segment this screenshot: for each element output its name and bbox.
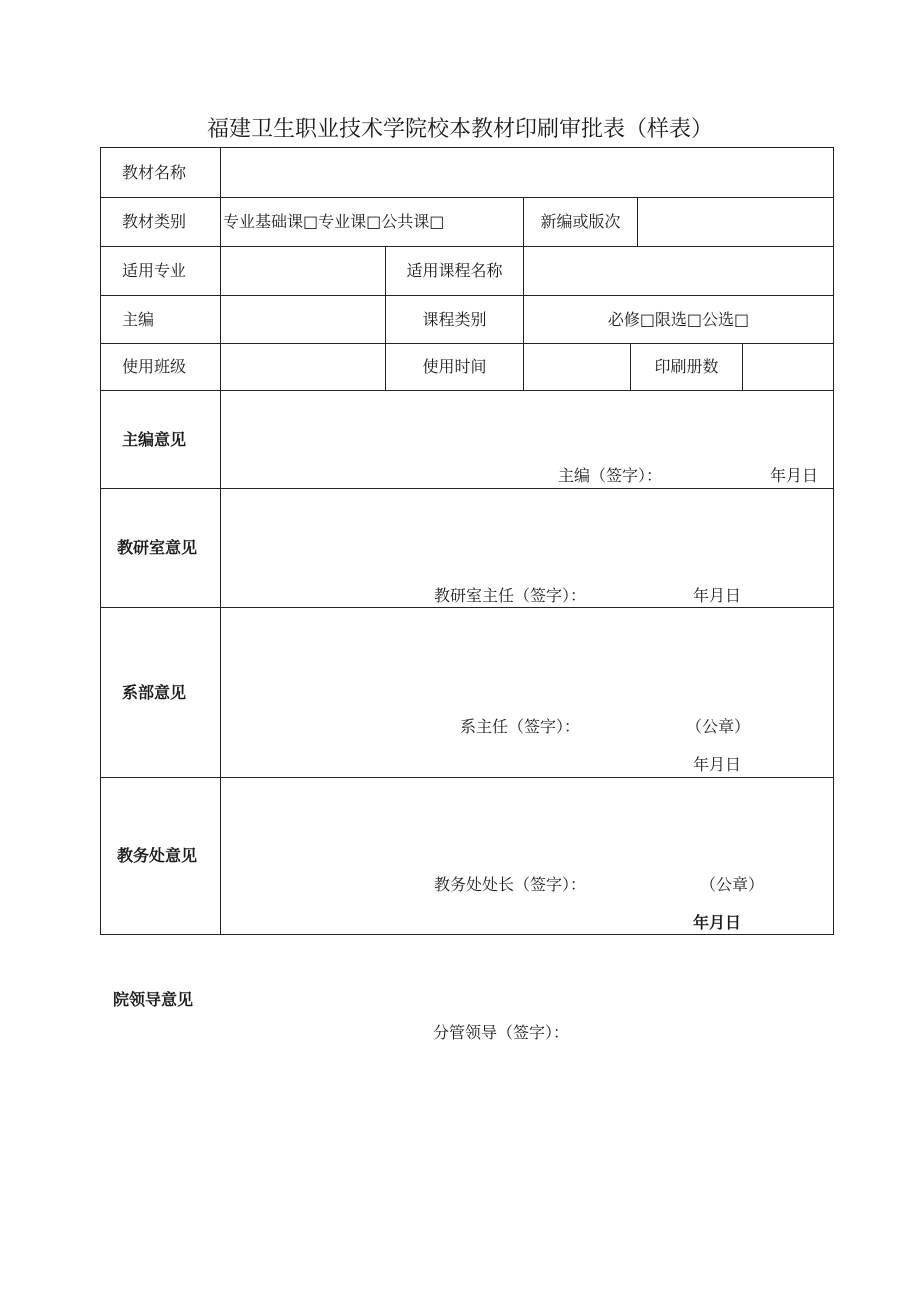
editor-signature: 主编（签字）： xyxy=(558,466,663,485)
major-field xyxy=(220,246,386,296)
course-type-options: 必修□限选□公选□ xyxy=(523,295,834,344)
department-opinion-label: 系部意见 xyxy=(100,607,221,778)
teaching-office-opinion-area xyxy=(220,488,834,608)
major-label: 适用专业 xyxy=(100,246,221,296)
leadership-signature: 分管领导（签字）： xyxy=(433,1023,570,1042)
textbook-name-field xyxy=(220,147,834,198)
department-opinion-area xyxy=(220,607,834,778)
academic-affairs-seal: （公章） xyxy=(700,875,765,894)
time-label: 使用时间 xyxy=(385,343,524,391)
leadership-opinion-label: 院领导意见 xyxy=(113,990,194,1009)
editor-field xyxy=(220,295,386,344)
copies-label: 印刷册数 xyxy=(630,343,743,391)
class-field xyxy=(220,343,386,391)
copies-field xyxy=(742,343,834,391)
department-seal: （公章） xyxy=(686,717,751,736)
editor-label: 主编 xyxy=(100,295,221,344)
academic-affairs-signature: 教务处处长（签字）： xyxy=(434,875,587,894)
department-date: 年月日 xyxy=(693,755,742,774)
academic-affairs-opinion-label: 教务处意见 xyxy=(100,777,221,935)
form-title: 福建卫生职业技术学院校本教材印刷审批表（样表） xyxy=(206,117,713,142)
department-signature: 系主任（签字）： xyxy=(460,717,581,736)
editor-opinion-label: 主编意见 xyxy=(100,390,221,489)
editor-opinion-area xyxy=(220,390,834,489)
teaching-office-opinion-label: 教研室意见 xyxy=(100,488,221,608)
academic-affairs-date: 年月日 xyxy=(693,913,742,932)
course-name-field xyxy=(523,246,834,296)
teaching-office-date: 年月日 xyxy=(693,586,742,605)
teaching-office-signature: 教研室主任（签字）： xyxy=(434,586,587,605)
time-field xyxy=(523,343,631,391)
class-label: 使用班级 xyxy=(100,343,221,391)
edition-field xyxy=(637,197,834,247)
academic-affairs-opinion-area xyxy=(220,777,834,935)
textbook-type-options: 专业基础课□专业课□公共课□ xyxy=(220,197,524,247)
textbook-type-label: 教材类别 xyxy=(100,197,221,247)
course-type-label: 课程类别 xyxy=(385,295,524,344)
editor-date: 年月日 xyxy=(770,466,819,485)
edition-label: 新编或版次 xyxy=(523,197,638,247)
textbook-name-label: 教材名称 xyxy=(100,147,221,198)
course-name-label: 适用课程名称 xyxy=(385,246,524,296)
